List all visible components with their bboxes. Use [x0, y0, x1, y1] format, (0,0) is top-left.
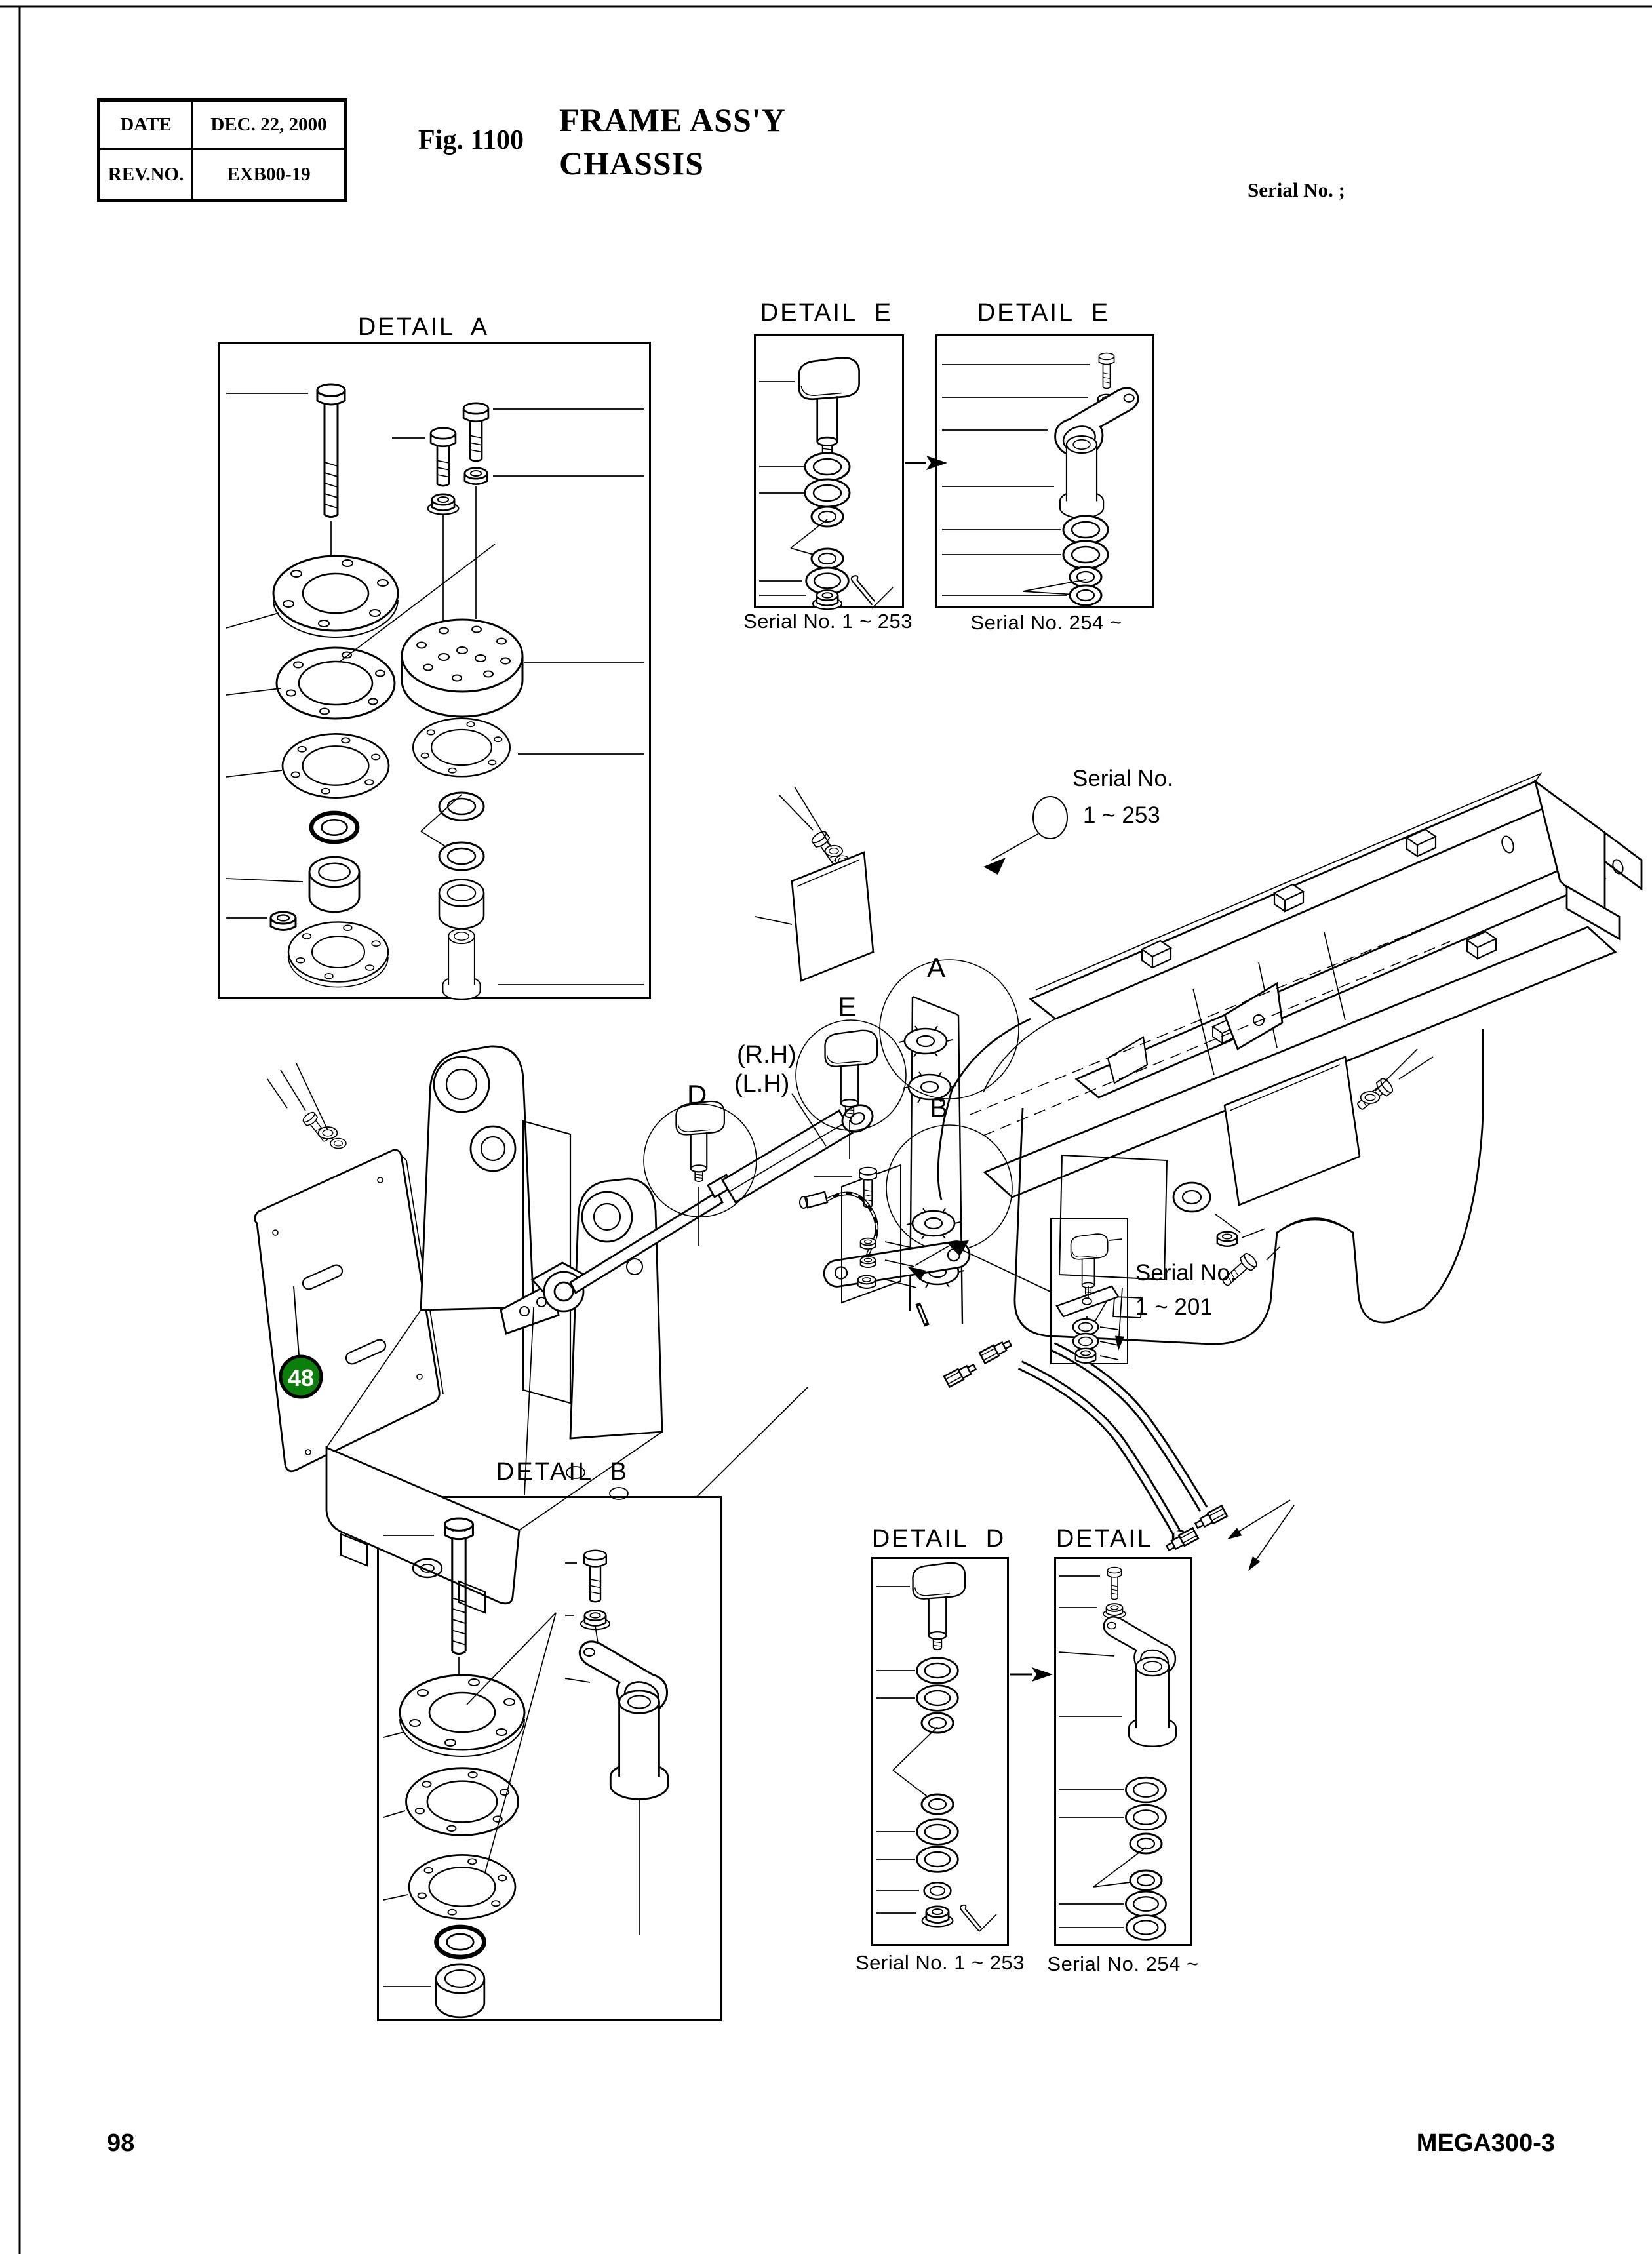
rh-label: (R.H) — [737, 1041, 796, 1069]
serial-annotations — [947, 797, 1067, 1292]
detail-d-right-title: DETAIL D — [1055, 1525, 1190, 1552]
lh-label: (L.H) — [734, 1070, 790, 1097]
chain-link-parts — [800, 1165, 972, 1326]
date-label: DATE — [100, 102, 193, 150]
detail-d-right-caption: Serial No. 254 ~ — [1047, 1952, 1199, 1975]
ref-letter-e: E — [838, 991, 857, 1022]
detail-e-left-drawing — [759, 357, 893, 609]
serial-box-note-line2: 1 ~ 201 — [1135, 1294, 1213, 1320]
detail-b-title: DETAIL B — [496, 1458, 629, 1486]
balloon-48-number: 48 — [287, 1364, 315, 1391]
figure-number: Fig. 1100 — [418, 125, 524, 155]
detail-a-title: DETAIL A — [357, 313, 490, 341]
detail-d-right-drawing — [1059, 1568, 1176, 1940]
page-title-line2: CHASSIS — [559, 145, 704, 182]
rev-no-label: REV.NO. — [100, 150, 193, 199]
date-value: DEC. 22, 2000 — [193, 102, 344, 150]
rev-no-value: EXB00-19 — [227, 163, 311, 185]
detail-a-drawing — [226, 384, 644, 1000]
page-title-line1: FRAME ASS'Y — [559, 102, 786, 138]
ref-letter-b: B — [930, 1092, 949, 1123]
serial-circle-note-line1: Serial No. — [1072, 766, 1173, 791]
detail-d-arrow — [0, 0, 1053, 1682]
serial-box-note-line1: Serial No. — [1135, 1260, 1236, 1286]
ref-letter-a: A — [927, 952, 946, 983]
detail-e-left-title: DETAIL E — [760, 299, 894, 326]
detail-e-right-drawing — [942, 353, 1138, 605]
serial-circle-note-line2: 1 ~ 253 — [1083, 802, 1160, 828]
hose-assembly-drawing — [944, 1288, 1294, 1573]
serial-note: Serial No. ; — [1248, 178, 1345, 201]
detail-e-right-caption: Serial No. 254 ~ — [970, 611, 1122, 634]
ref-letter-d: D — [687, 1079, 707, 1110]
serial-201-box-drawing — [1057, 1234, 1122, 1363]
detail-d-left-drawing — [876, 1563, 996, 1931]
model-code: MEGA300-3 — [1416, 2129, 1555, 2157]
page-number: 98 — [107, 2129, 135, 2157]
cover-plate-left-parts — [755, 787, 873, 981]
detail-d-left-title: DETAIL D — [871, 1525, 1006, 1552]
detail-e-left-caption: Serial No. 1 ~ 253 — [743, 610, 913, 633]
detail-e-right-title: DETAIL E — [977, 299, 1111, 326]
detail-d-left-caption: Serial No. 1 ~ 253 — [855, 1951, 1025, 1974]
detail-b-drawing — [384, 1518, 668, 2017]
front-frame-drawing — [254, 1046, 808, 1613]
detail-e-arrow — [905, 456, 947, 470]
